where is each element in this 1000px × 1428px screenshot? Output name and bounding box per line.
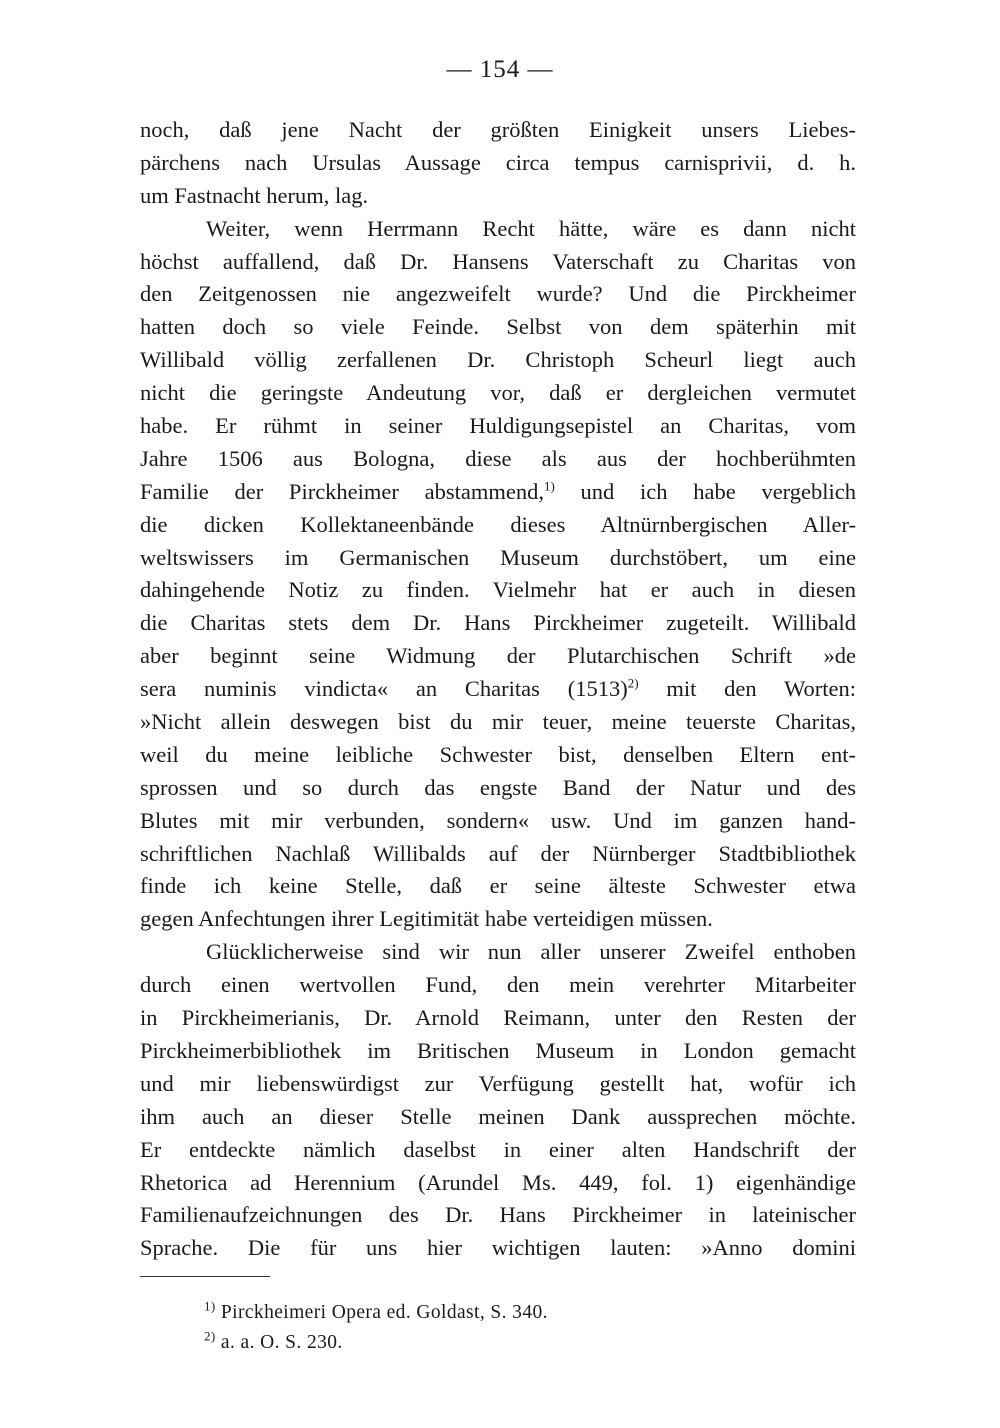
text-line: weltswissers im Germanischen Museum durchstöbert, um eine <box>140 544 856 570</box>
footnote-2 <box>204 1328 844 1358</box>
text-line: in Pirckheimerianis, Dr. Arnold Reimann, unter den Resten der <box>140 1005 856 1031</box>
text-line: Pirckheimerbibliothek im Britischen Museum in London gemacht <box>140 1037 856 1063</box>
text-line: und mir liebenswürdigst zur Verfügung gestellt hat, wofür ich <box>140 1070 856 1096</box>
text-line: Blutes mit mir verbunden, sondern« usw. Und im ganzen hand- <box>140 807 856 833</box>
footnote-ref-2: 2) <box>627 675 639 691</box>
text-line: um Fastnacht herum, lag. <box>140 182 369 208</box>
text-line: die dicken Kollektaneenbände dieses Altnürnbergischen Aller- <box>140 511 856 537</box>
body-text <box>140 114 856 1265</box>
text-line: »Nicht allein deswegen bist du mir teuer, meine teuerste Charitas, <box>140 709 856 735</box>
text-line: weil du meine leibliche Schwester bist, denselben Eltern ent- <box>140 741 856 767</box>
footnote-mark: 2) <box>204 1328 216 1344</box>
text-line: Familienaufzeichnungen des Dr. Hans Pirckheimer in lateinischer <box>140 1202 856 1228</box>
text-line: Jahre 1506 aus Bologna, diese als aus der hochberühmten <box>140 445 856 471</box>
text-line: habe. Er rühmt in seiner Huldigungsepistel an Charitas, vom <box>140 413 856 439</box>
text-line: pärchens nach Ursulas Aussage circa tempus carnisprivii, d. h. <box>140 149 856 175</box>
page-number: — 154 — <box>446 56 554 83</box>
paragraph-start-line: Glücklicherweise sind wir nun aller unserer Zweifel enthoben <box>206 939 856 965</box>
text-line: nicht die geringste Andeutung vor, daß er dergleichen vermutet <box>140 380 856 406</box>
line-text-after: und ich habe vergeblich <box>554 478 856 504</box>
footnote-1 <box>204 1298 844 1328</box>
text-line: schriftlichen Nachlaß Willibalds auf der Nürnberger Stadtbibliothek <box>140 840 856 866</box>
line-text-after: mit den Worten: <box>638 676 856 702</box>
footnote-text: Pirckheimeri Opera ed. Goldast, S. 340. <box>215 1302 548 1323</box>
text-line: noch, daß jene Nacht der größten Einigkeit unsers Liebes- <box>140 117 856 142</box>
text-line-with-footnote-ref <box>140 476 856 509</box>
footnote-ref-1: 1) <box>543 478 555 494</box>
text-line: sprossen und so durch das engste Band der Natur und des <box>140 774 856 800</box>
text-line: ihm auch an dieser Stelle meinen Dank aussprechen möchte. <box>140 1103 856 1129</box>
text-line: dahingehende Notiz zu finden. Vielmehr hat er auch in diesen <box>140 577 856 603</box>
footnotes <box>204 1298 844 1358</box>
text-line: höchst auffallend, daß Dr. Hansens Vaterschaft zu Charitas von <box>140 248 856 274</box>
text-line: den Zeitgenossen nie angezweifelt wurde? Und die Pirckheimer <box>140 281 856 307</box>
text-line: Sprache. Die für uns hier wichtigen lauten: »Anno domini <box>140 1235 856 1261</box>
footnote-text: a. a. O. S. 230. <box>215 1332 343 1353</box>
text-line: Rhetorica ad Herennium (Arundel Ms. 449, fol. 1) eigenhändige <box>140 1169 856 1195</box>
line-text-before: sera numinis vindicta« an Charitas (1513) <box>140 676 628 702</box>
line-text-before: Familie der Pirckheimer abstammend, <box>140 478 544 504</box>
footnote-mark: 1) <box>204 1298 216 1314</box>
text-line-with-footnote-ref <box>140 673 856 706</box>
text-line: gegen Anfechtungen ihrer Legitimität habe verteidigen müssen. <box>140 906 713 932</box>
paragraph-start-line: Weiter, wenn Herrmann Recht hätte, wäre es dann nicht <box>206 215 856 241</box>
text-line: hatten doch so viele Feinde. Selbst von dem späterhin mit <box>140 314 856 340</box>
text-line: Er entdeckte nämlich daselbst in einer alten Handschrift der <box>140 1136 856 1162</box>
text-line: durch einen wertvollen Fund, den mein verehrter Mitarbeiter <box>140 972 856 998</box>
text-line: Willibald völlig zerfallenen Dr. Christoph Scheurl liegt auch <box>140 347 856 373</box>
footnote-divider <box>140 1276 270 1277</box>
text-line: finde ich keine Stelle, daß er seine älteste Schwester etwa <box>140 873 856 899</box>
text-line: aber beginnt seine Widmung der Plutarchischen Schrift »de <box>140 643 856 669</box>
text-line: die Charitas stets dem Dr. Hans Pirckheimer zugeteilt. Willibald <box>140 610 856 636</box>
